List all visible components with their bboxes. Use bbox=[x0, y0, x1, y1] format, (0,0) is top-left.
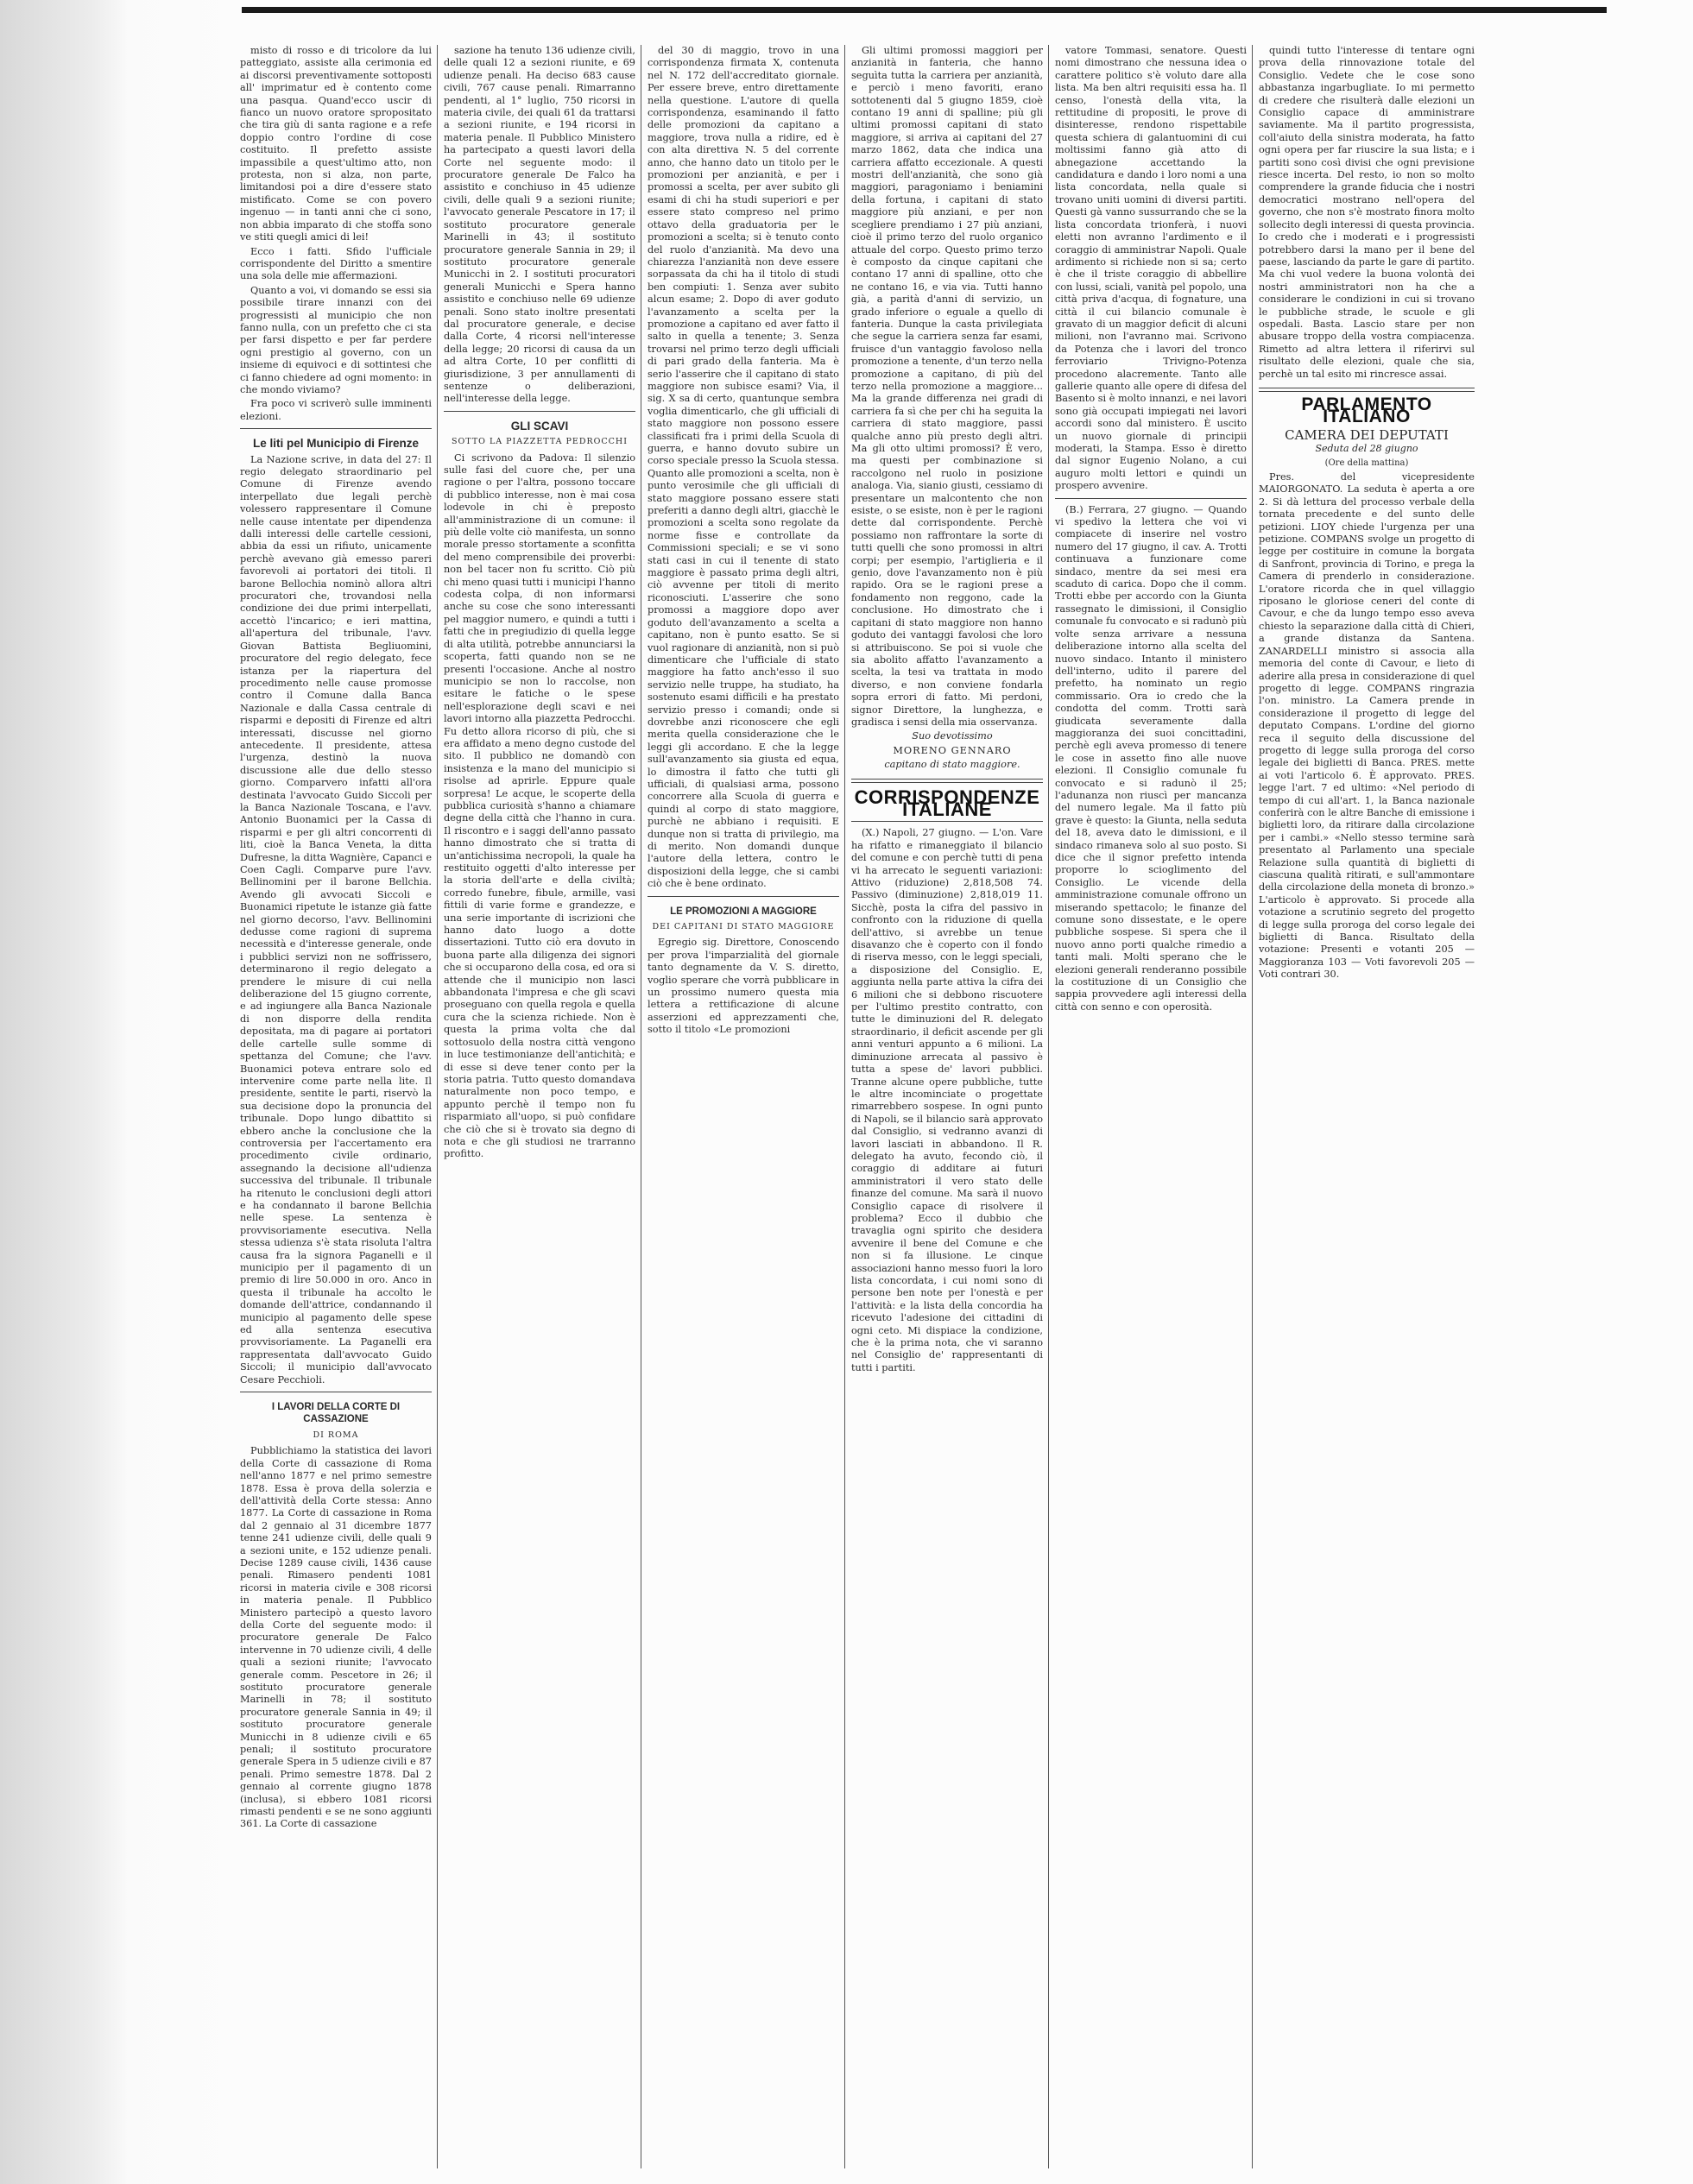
divider bbox=[240, 428, 432, 429]
double-divider bbox=[1259, 388, 1475, 392]
section-text-liti: La Nazione scrive, in data del 27: Il regio delegato straordinario pel Comune di Firenze avendo interpellato due legali perchè volessero rappresentare il Comune nelle cause intentate per dipendenza dalli interessi delle cartelle cessioni, abbia da essi un rifiuto, unicamente perchè avevano già emesso pareri favorevoli ai portatori dei titoli. Il barone Bellochia nominò allora altri procuratori che, trovandosi nella condizione dei due primi interpellati, accettò l'incarico; e ieri mattina, all'apertura del tribunale, l'avv. Giovan Battista Begliuomini, procuratore del regio delegato, fece istanza per la riapertura del procedimento nelle cause promosse contro il Comune dalla Banca Nazionale e dalla Cassa centrale di risparmi e depositi di Firenze ed altri interessati, discusse nel giorno antecedente. Il presidente, attesa l'urgenza, destinò la nuova discussione alle due dello stesso giorno. Comparvero infatti all'ora destinata l'avvocato Guido Siccoli per la Banca Nazionale Toscana, e l'avv. Antonio Buonamici per la Cassa di risparmi e per gli altri concorrenti di liti, cioè la Banca Veneta, la ditta Dufresne, la ditta Wagnière, Capanci e Coen Cagli. Comparve pure l'avv. Bellinomini per il barone Bellchia. Avendo gli avvocati Siccoli e Buonamici ripetute le istanze già fatte nel giorno decorso, l'avv. Bellinomini dedusse come ragioni di suprema necessità e d'interesse generale, onde i pubblici servizi non ne soffrissero, determinarono il regio delegato a prendere le misure di cui nella deliberazione del 15 giugno corrente, e ad ingiungere alla Banca Nazionale di non disporre della rendita depositata, ma di pagare ai portatori delle cartelle sulle somme di spettanza del Comune; che l'avv. Buonamici poteva entrare solo ed intervenire come parte nella lite. Il presidente, sentite le parti, riservò la sua decisione dopo la pronuncia del tribunale. Dopo lungo dibattito si ebbero anche la conclusione che la controversia per l'accertamento era procedimento civile ordinario, assegnando la decisione all'udienza successiva del tribunale. Il tribunale ha ritenuto le conclusioni degli attori e ha condannato il barone Bellchia nelle spese. La sentenza è provvisoriamente esecutiva. Nella stessa udienza s'è stata risoluta l'altra causa fra la signora Paganelli e il municipio per il pagamento di un premio di lire 50.000 in oro. Anco in questa il tribunale ha accolto le domande dell'attrice, condannando il municipio al pagamento delle spese ed alla sentenza esecutiva provvisoriamente. La Paganelli era rappresentata dall'avvocato Guido Siccoli; il municipio dall'avvocato Cesare Pecchioli. bbox=[240, 453, 432, 1386]
section-text-scavi: Ci scrivono da Padova: Il silenzio sulle fasi del cuore che, per una ragione o per l'altra, possono toccare di pubblico interesse, non è mai cosa lodevole in chi è preposto all'amministrazione di un comune: il più delle volte ciò manifesta, un sonno morale presso stortamente a sconfitta del meno comprensibile dei proverbi: non bel tacer non fu scritto. Ciò più chi meno quasi tutti i municipi l'hanno codesta colpa, di non informarsi anche su cose che sono interessanti pel maggior numero, e quindi a tutti i fatti che in pregiudizio di quella legge di alta utilità, potrebbe annunciarsi la scoperta, fatti quando non se ne presenti l'occasione. Anche al nostro municipio se non lo raccolse, non esitare le fatiche o le spese nell'esplorazione degli scavi e nei lavori intorno alla piazzetta Pedrocchi. Fu detto allora ricorso di più, che si era affidato a meno degno custode del sito. Il pubblico ne domandò con insistenza e la mano del municipio si risolse ad aprirle. Eppure quale sorpresa! Le acque, le scoperte della pubblica curiosità s'hanno a chiamare degne della città che l'hanno in cura. Il riscontro e i saggi dell'anno passato hanno dimostrato che si tratta di un'antichissima necropoli, la quale ha restituito oggetti d'alto interesse per la storia dell'arte e della civiltà; corredo funebre, fibule, armille, vasi fittili di varie forme e grandezze, e una serie importante di iscrizioni che hanno dato luogo a dotte dissertazioni. Tutto ciò era dovuto in buona parte alla diligenza dei signori che si occuparono della cosa, ed ora si attende che il municipio non lasci abbandonata l'impresa e che gli scavi proseguano con quella regola e quella cura che la scienza richiede. Non è questa la prima volta che dal sottosuolo della nostra città vengono in luce testimonianze dell'antichità; e di esse si deve tener conto per la storia patria. Tutto questo domandava naturalmente non poco tempo, e appunto perchè il tempo non fu risparmiato all'uopo, si può confidare che ciò che si è trovato sia degno di nota e che gli studiosi ne trarranno profitto. bbox=[444, 451, 635, 1160]
col1-p2: Ecco i fatti. Sfido l'ufficiale corrispondente del Diritto a smentire una sola delle mie affermazioni. bbox=[240, 245, 432, 282]
section-title-scavi: GLI SCAVI bbox=[510, 419, 569, 432]
col4-text: Gli ultimi promossi maggiori per anzianità in fanteria, che hanno seguìta tutta la carriera per anzianità, e perciò i meno favoriti, erano sottotenenti dal 5 giugno 1859, cioè contano 19 anni di spalline; più gli ultimi promossi capitani di stato maggiore, si arriva ai capitani del 27 marzo 1862, data che indica una carriera affatto eccezionale. A questi mostri dell'anzianità, che sono già maggiori, paragoniamo i beniamini della fortuna, i capitani di stato maggiore più anziani, e per non scegliere prendiamo i 27 più anziani, cioè il primo terzo del ruolo organico attuale del corpo. Questo primo terzo è composto da cinque capitani che contano 17 anni di spalline, otto che ne contano 16, e via via. Tutti hanno già, a parità d'anni di servizio, un grado inferiore o eguale a quello di fanteria. Dunque la casta privilegiata che segue la carriera senza far esami, fruisce d'un vantaggio favoloso nella promozione a tenente, d'un terzo nella promozione a capitano, di più del terzo nella promozione a maggiore... Ma la grande differenza nei gradi di carriera fa sì che per chi ha seguita la carriera di stato maggiore, passi qualche anno più presto degli altri. Ma gli otto ultimi promossi? È vero, ma questi per combinazione si raccolgono nel ruolo in posizione analoga. Via, sianio giusti, cessiamo di presentare un malcontento che non esiste, o se esiste, non è per le ragioni dette dal corrispondente. Perchè possiamo non raffrontare la sorte di tutti quelli che sono promossi in altri corpi; per esempio, l'artiglieria e il genio, dove l'avanzamento non è più rapido. Ora se le ragioni prese a fondamento non reggono, cade la conclusione. Ho dimostrato che i capitani di stato maggiore non hanno goduto dei vantaggi favolosi che loro si attribuiscono. Se poi si vuole che sia abolito affatto l'avanzamento a scelta, la tesi va trattata in modo diverso, e non conviene fondarla sopra errori di fatto. Mi perdoni, signor Direttore, la lunghezza, e gradisca i sensi della mia osservanza. bbox=[851, 45, 1043, 728]
section-title-liti: Le liti pel Municipio di Firenze bbox=[252, 437, 419, 451]
napoli-text: (X.) Napoli, 27 giugno. — L'on. Vare ha rifatto e rimaneggiato il bilancio del comune e con perchè tutti di pena vi ha arrecato le seguenti variazioni: Attivo (riduzione) 2,818,508 74. Passivo (diminuzione) 2,818,019 11. Sicchè, posta la cifra del passivo in confronto con la riduzione di quella dell'attivo, si avrebbe un tenue disavanzo che è coperto con il fondo di riserva messo, con le leggi speciali, a disposizione del Consiglio. E, aggiunta nella parte attiva la cifra dei 6 milioni che si debbono riscuotere per l'ultimo prestito contratto, con tutte le diminuzioni del R. delegato straordinario, il deficit ascende per gli anni venturi appunto a 6 milioni. La diminuzione arrecata al passivo è tutta a spese de' lavori pubblici. Tranne alcune opere pubbliche, tutte le altre incominciate o progettate rimarrebbero sospese. In ogni punto di Napoli, se il bilancio sarà approvato dal Consiglio, si vedranno avanzi di lavori lasciati in abbandono. Il R. delegato ha avuto, fecondo ciò, il coraggio di additare ai futuri amministratori il vero stato delle finanze del comune. Ma sarà il nuovo Consiglio capace di risolvere il problema? Ecco il dubbio che travaglia ogni spirito che desidera avvenire il bene del Comune e che non si fa illusione. Le cinque associazioni hanno messo fuori la loro lista concordata, i cui nomi sono di persone ben note per l'onestà e per l'attività: e la lista della concordia ha ricevuto l'adesione dei cittadini di ogni ceto. Mi dispiace la condizione, che è la prima nota, che vi saranno nel Consiglio de' rappresentanti di tutti i partiti. bbox=[851, 827, 1043, 1373]
col5-text: vatore Tommasi, senatore. Questi nomi dimostrano che nessuna idea o carattere politico s'è voluto dare alla lista. Ma ben altri requisiti essa ha. Il censo, l'onestà della vita, la rettitudine di propositi, le prove di disinteresse, rendono rispettabile questa schiera di galantuomini di cui moltissimi fanno già atto di abnegazione accettando la candidatura e dando i loro nomi a una lista concordata, nella quale si trovano uniti uomini di diversi partiti. Questi gà vanno sussurrando che se la lista concordata trionferà, i nuovi eletti non avranno l'ardimento e il coraggio di amministrar Napoli. Quale ardimento si richiede non si sa; certo è che il triste coraggio di abbellire con lussi, sciali, vanità pel popolo, una città priva d'acqua, di fognature, una città il cui bilancio comunale è gravato di un maggior deficit di alcuni milioni, non l'avranno mai. Scrivono da Potenza che i lavori del tronco ferroviario Trivigno-Potenza procedono alacremente. Tanto alle gallerie quanto alle opere di difesa del Basento si è molto innanzi, e nei lavori sono già occupati impiegati nei lavori accordi sono dal ministero. È uscito un nuovo giornale di principii moderati, la Stampa. Esso è diretto dal signor Eugenio Nolano, a cui auguro molti lettori e quindi un prospero avvenire. bbox=[1055, 45, 1247, 492]
top-rule bbox=[242, 7, 1607, 13]
column-rule bbox=[844, 45, 845, 2168]
section-text-cassazione: Pubblichiamo la statistica dei lavori della Corte di cassazione di Roma nell'anno 1877 e nel primo semestre 1878. Essa è prova della solerzia e dell'attività della Corte stessa: Anno 1877. La Corte di cassazione in Roma dal 2 gennaio al 31 dicembre 1877 tenne 241 udienze civili, delle quali 9 a sezioni unite, e 152 udienze penali. Decise 1289 cause civili, 1436 cause penali. Rimasero pendenti 1081 ricorsi in materia civile e 308 ricorsi in materia penale. Il Pubblico Ministero partecipò a questo lavoro della Corte del seguente modo: il procuratore generale De Falco intervenne in 70 udienze civili, 4 delle quali a sezioni riunite; l'avvocato generale comm. Pescetore in 26; il sostituto procuratore generale Marinelli in 78; il sostituto procuratore generale Sannia in 49; il sostituto procuratore generale Municchi in 8 udienze civili e 65 penali; il sostituto procuratore generale Spera in 5 udienze civili e 87 penali. Primo semestre 1878. Dal 2 gennaio al corrente giugno 1878 (inclusa), si ebbero 1081 ricorsi rimasti pendenti e se ne sono aggiunti 361. La Corte di cassazione bbox=[240, 1445, 432, 1830]
section-sub-promozioni: DEI CAPITANI DI STATO MAGGIORE bbox=[652, 922, 835, 932]
section-title-promozioni: LE PROMOZIONI A MAGGIORE bbox=[670, 906, 817, 917]
col1-p3: Quanto a voi, vi domando se essi sia possibile tirare innanzi con dei progressisti al municipio che non fanno nulla, con un prefetto che ci sta per farsi dispetto e per far perdere ogni prestigio al governo, con un insieme di equivoci e di sottintesi che ci fanno chiedere ad ogni momento: in che mondo viviamo? bbox=[240, 284, 432, 395]
column-rule bbox=[437, 45, 438, 2168]
col1-p4: Fra poco vi scriverò sulle imminenti elezioni. bbox=[240, 398, 432, 422]
newspaper-sheet bbox=[240, 45, 1639, 2168]
column-2 bbox=[444, 45, 635, 2168]
section-text-promozioni: Egregio sig. Direttore, Conoscendo per prova l'imparzialità del giornale tanto degnamente da V. S. diretto, voglio sperare che vorrà pubblicare in un prossimo numero questa mia lettera a rettificazione di alcune asserzioni ed apprezzamenti che, sotto il titolo «Le promozioni bbox=[648, 937, 839, 1036]
double-divider bbox=[851, 779, 1043, 783]
session-note: (Ore della mattina) bbox=[1324, 458, 1409, 468]
section-sub-scavi: SOTTO LA PIAZZETTA PEDROCCHI bbox=[452, 437, 628, 447]
signature-pre: Suo devotissimo bbox=[912, 730, 993, 742]
subhead-camera: CAMERA DEI DEPUTATI bbox=[1285, 426, 1449, 443]
column-3 bbox=[648, 45, 839, 2168]
column-5 bbox=[1055, 45, 1247, 2168]
signature-name: MORENO GENNARO bbox=[893, 744, 1012, 756]
headline-parlamento: PARLAMENTO ITALIANO bbox=[1301, 394, 1432, 427]
section-title-cassazione: I LAVORI DELLA CORTE DI CASSAZIONE bbox=[271, 1402, 401, 1425]
divider bbox=[444, 411, 635, 412]
column-1 bbox=[240, 45, 432, 2168]
session-text: Pres. del vicepresidente MAIORGONATO. La seduta è aperta a ore 2. Si dà lettura del processo verbale della tornata precedente e del sunto delle petizioni. LIOY chiede l'urgenza per una petizione. COMPANS svolge un progetto di legge per costituire in comune la borgata di Sanfront, provincia di Torino, e prega la Camera di prenderlo in considerazione. L'oratore ricorda che in quel villaggio riposano le gloriose ceneri del conte di Cavour, e che da lungo tempo esso aveva chiesto la separazione dalla città di Chieri, a grande distanza da Santena. ZANARDELLI ministro si associa alla memoria del conte di Cavour, e lieto di aderire alla presa in considerazione di quel progetto di legge. COMPANS ringrazia l'on. ministro. La Camera prende in considerazione il progetto di legge del deputato Compans. L'ordine del giorno reca il seguito della discussione del progetto di legge sulla proroga del corso legale dei biglietti di Banca. PRES. mette ai voti l'articolo 6. È approvato. PRES. legge l'art. 7 ed ultimo: «Nel periodo di tempo di cui all'art. 1, la Banca nazionale conferirà con le altre Banche di emissione i biglietti loro, da ritirare dalla circolazione per i cambi.» «Nello stesso termine sarà presentato al Parlamento una speciale Relazione sulla quantità di biglietti di ciascuna qualità ritirati, e sull'ammontare della circolazione della moneta di bronzo.» L'articolo è approvato. Si procede alla votazione a scrutinio segreto del progetto di legge sulla proroga del corso legale dei biglietti di Banca. Risultato della votazione: Presenti e votanti 205 — Maggioranza 103 — Voti favorevoli 205 — Voti contrari 30. bbox=[1259, 471, 1475, 981]
headline-corrispondenze: CORRISPONDENZE ITALIANE bbox=[854, 786, 1040, 820]
divider bbox=[851, 821, 1043, 822]
signature-role: capitano di stato maggiore. bbox=[884, 759, 1020, 771]
column-rule bbox=[1252, 45, 1253, 2168]
section-sub-cassazione: DI ROMA bbox=[313, 1430, 359, 1440]
column-4 bbox=[851, 45, 1043, 2168]
col6-text: quindi tutto l'interesse di tentare ogni prova della rinnovazione totale del Consiglio. Vedete che le cose sono abbastanza ingarbugliate. Io mi permetto di credere che risulterà dalle elezioni un Consiglio capace di amministrare saviamente. Ma il partito progressista, coll'aiuto della sinistra moderata, ha fatto ogni opera per far riuscire la sua lista; e i partiti sono così divisi che ogni previsione riesce incerta. Del resto, io non so molto comprendere la grande fiducia che i nostri democratici mostrano nell'opera del governo, che non s'è mostrato finora molto sollecito degli interessi di questa provincia. Io credo che i moderati e i progressisti potrebbero darsi la mano per il bene del paese, lasciando da parte le gare di partito. Ma chi vuol vedere la buona volontà dei nostri amministratori non ha che a considerare le condizioni in cui si trovano le pubbliche strade, le scuole e gli ospedali. Basta. Lascio stare per non abusare troppo della vostra compiacenza. Rimetto ad altra lettera il riferirvi sul risultato delle elezioni, quale che sia, perchè un tal esito mi rincresce assai. bbox=[1259, 45, 1475, 380]
divider bbox=[1055, 498, 1247, 499]
session-date: Seduta del 28 giugno bbox=[1315, 443, 1418, 455]
column-6 bbox=[1259, 45, 1475, 2168]
col2-text: sazione ha tenuto 136 udienze civili, delle quali 12 a sezioni riunite, e 69 udienze penali. Ha deciso 683 cause civili, 767 cause penali. Rimarranno pendenti, al 1° luglio, 750 ricorsi in materia civile, dei quali 61 da trattarsi a sezioni riunite, e 194 ricorsi in materia penale. Il Pubblico Ministero ha partecipato a questi lavori della Corte nel seguente modo: il procuratore generale De Falco ha assistito e conchiuso in 45 udienze civili, delle quali 9 a sezioni riunite; l'avvocato generale Pescatore in 17; il sostituto procuratore generale Marinelli in 43; il sostituto procuratore generale Sannia in 29; il sostituto procuratore generale Municchi in 2. I sostituti procuratori generali Municchi e Spera hanno assistito e conchiuso nelle 69 udienze penali. Sono stato inoltre presentati dal procuratore generale, e decise dalla Corte, 4 ricorsi nell'interesse della legge; 20 ricorsi di causa da un ad altra Corte, 10 per conflitti di giurisdizione, 3 per annullamenti di sentenze o deliberazioni, nell'interesse della legge. bbox=[444, 45, 635, 405]
column-rule bbox=[1048, 45, 1049, 2168]
ferrara-text: (B.) Ferrara, 27 giugno. — Quando vi spedivo la lettera che voi vi compiacete di inserire nel vostro numero del 17 giugno, il cav. A. Trotti continuava a funzionare come sindaco, mentre da sei mesi era scaduto di carica. Dopo che il comm. Trotti ebbe per accordo con la Giunta rassegnato le dimissioni, il Consiglio comunale fu convocato e si radunò più volte senza arrivare a nessuna deliberazione intorno alla scelta del nuovo sindaco. Intanto il ministero dell'interno, udito il parere del prefetto, ha nominato un regio commissario. Ora io credo che la condotta del comm. Trotti sarà giudicata severamente dalla maggioranza dei suoi concittadini, perchè egli aveva promesso di tenere le cose in assetto fino alle nuove elezioni. Il Consiglio comunale fu convocato e si radunò il 25; l'adunanza non riuscì per mancanza del numero legale. Ma il fatto più grave è questo: la Giunta, nella seduta del 18, aveva dato le dimissioni, e il sindaco rimaneva solo al suo posto. Si dice che il signor prefetto intenda proporre lo scioglimento del Consiglio. Le vicende della amministrazione comunale offrono un miserando spettacolo; le finanze del comune sono dissestate, e le opere pubbliche sospese. Si spera che il nuovo anno porti qualche rimedio a tanti mali. Molti sperano che le elezioni generali renderanno possibile la costituzione di un Consiglio che sappia provvedere agli interessi della città con senno e con operosità. bbox=[1055, 503, 1247, 1013]
binding-shadow bbox=[0, 0, 130, 2184]
divider bbox=[648, 896, 839, 897]
col1-intro: misto di rosso e di tricolore da lui patteggiato, assiste alla cerimonia ed ai discorsi preventivamente sottoposti all' imprimatur ed è contento come una pasqua. Quand'ecco uscir di fianco un nuovo oratore spropositato che tira giù di santa ragione e a refe doppio contro l'ordine di cose costituito. Il prefetto assiste impassibile a quest'ultimo atto, non protesta, non si alza, non parte, limitandosi poi a dire d'essere stato mistificato. Come se con povero ingenuo — in tanti anni che ci sono, non abbia imparato di che stoffa sono ve stiti quegli amici di lei! bbox=[240, 45, 432, 243]
col3-text: del 30 di maggio, trovo in una corrispondenza firmata X, contenuta nel N. 172 dell'accreditato giornale. Per essere breve, entro direttamente nella questione. L'autore di quella corrispondenza, esaminando il fatto delle promozioni da capitano a maggiore, trova nulla a ridire, ed è con alta direttiva N. 5 del corrente anno, che hanno dato un titolo per le promozioni per anzianità, e per i promossi a scelta, per aver subito gli esami di chi ha studi superiori e per essere stato compreso nel primo ottavo della graduatoria per le promozioni a scelta; si è tenuto conto del ruolo d'anzianità. Ma devo una chiarezza l'anzianità non deve essere sorpassata da chi ha il titolo di studi ben compiuti: 1. Senza aver subito alcun esame; 2. Dopo di aver goduto l'avanzamento a scelta per la promozione a capitano ed aver fatto il salto in quella a tenente; 3. Senza trovarsi nel primo terzo degli ufficiali di pari grado della fanteria. Ma è serio l'asserire che il capitano di stato maggiore non subisce esami? Via, il sig. X sa di certo, quantunque sembra voglia dimenticarlo, che gli ufficiali di stato maggiore non possono essere classificati fra i primi della Scuola di guerra, e hanno dovuto subire un corso speciale presso la Scuola stessa. Quanto alle promozioni a scelta, non è punto verosimile che gli ufficiali di stato maggiore possano essere stati preferiti a danno degli altri, giacchè le promozioni a scelta sono regolate da norme fisse e controllate da Commissioni speciali; e se vi sono stati casi in cui il tenente di stato maggiore è passato prima degli altri, ciò avvenne per titoli di merito riconosciuti. L'asserire che sono promossi a maggiore dopo aver goduto dell'avanzamento a scelta a capitano, non è punto esatto. Se si vuol ragionare di anzianità, non si può dimenticare che l'ufficiale di stato maggiore ha fatto anch'esso il suo servizio nelle truppe, ha studiato, ha sostenuto esami difficili e ha prestato servizio presso i comandi; onde si dovrebbe anzi riconoscere che egli merita quella considerazione che le leggi gli accordano. E che la legge sull'avanzamento sia giusta ed equa, lo dimostra il fatto che tutti gli ufficiali, di qualsiasi arma, possono concorrere alla Scuola di guerra e quindi al corpo di stato maggiore, purchè ne abbiano i requisiti. E dunque non si tratta di privilegio, ma di merito. Non domandi dunque l'autore della lettera, contro le disposizioni della legge, che si cambi ciò che è bene ordinato. bbox=[648, 45, 839, 890]
